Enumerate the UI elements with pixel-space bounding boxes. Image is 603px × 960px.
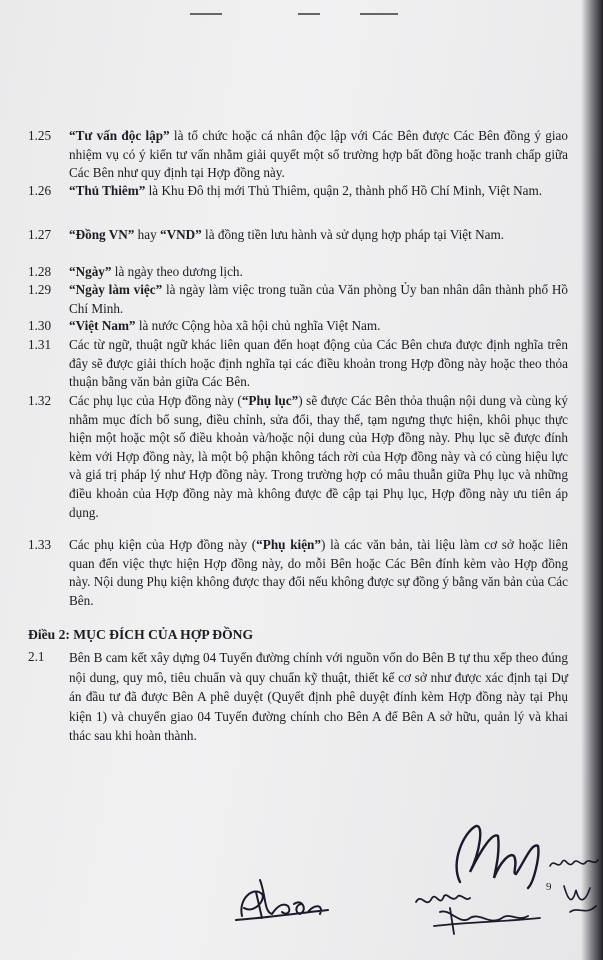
clause-text: là ngày theo dương lịch. — [111, 264, 243, 279]
clause-1-26 — [28, 182, 568, 201]
clause-text: Các từ ngữ, thuật ngữ khác liên quan đến hoạt động của Các Bên chưa được định nghĩa trên đây sẽ được giải thích hoặc định nghĩa tại các điều khoản trong Hợp đồng này hoặc theo thỏa thuận bằng văn bản giữa Các Bên. — [69, 337, 568, 390]
clause-1-33 — [28, 536, 568, 610]
clause-number: 1.25 — [28, 128, 52, 143]
clause-intro: Các phụ lục của Hợp đồng này ( — [69, 393, 242, 408]
clause-number: 1.33 — [28, 537, 52, 552]
signature-bottom — [410, 882, 550, 942]
clause-number: 1.28 — [28, 264, 52, 279]
defined-term: “Tư vấn độc lập” — [69, 128, 170, 143]
clause-number: 1.31 — [28, 337, 52, 352]
article-heading: Điều 2: MỤC ĐÍCH CỦA HỢP ĐỒNG — [28, 627, 254, 642]
defined-term: “Đồng VN” — [69, 227, 135, 242]
clause-connector: hay — [134, 227, 160, 242]
defined-term: “Thủ Thiêm” — [69, 183, 146, 198]
clause-text: Bên B cam kết xây dựng 04 Tuyến đường chính với nguồn vốn do Bên B tự thu xếp theo đúng nội dung, quy mô, tiêu chuẩn và quy chuẩn kỹ thuật, thiết kế cơ sở như được xác định tại Dự án đầu tư đã được Bên A phê duyệt (Quyết định phê duyệt đính kèm Hợp đồng này tại Phụ kiện 1) và chuyển giao 04 Tuyến đường chính cho Bên A để Bên A sở hữu, quản lý và khai thác sau khi hoàn thành. — [69, 650, 568, 744]
clause-number: 1.32 — [28, 393, 52, 408]
scan-marks — [0, 10, 603, 20]
defined-term: “Phụ lục” — [241, 393, 299, 408]
clause-1-25 — [28, 127, 568, 183]
defined-term: “Ngày làm việc” — [69, 282, 163, 297]
signature-center — [440, 812, 550, 892]
clause-number: 1.30 — [28, 318, 52, 333]
clause-number: 1.27 — [28, 227, 52, 242]
defined-term: “Ngày” — [69, 264, 112, 279]
clause-1-29 — [28, 281, 568, 318]
clause-number: 2.1 — [28, 649, 45, 664]
clause-2-1 — [28, 648, 568, 746]
clause-text: là đồng tiền lưu hành và sử dụng hợp pháp tại Việt Nam. — [201, 227, 504, 242]
defined-term: “Việt Nam” — [69, 318, 136, 333]
defined-term: “Phụ kiện” — [256, 537, 321, 552]
scan-edge-shadow — [581, 0, 603, 960]
clause-1-30 — [28, 317, 568, 336]
defined-term: “VND” — [159, 227, 202, 242]
clause-text: ) sẽ được Các Bên thỏa thuận nội dung và cùng ký nhằm mục đích bổ sung, điều chỉnh, sửa đổi, thay thế, tạm ngưng thực hiện, khôi phục thực hiện một hoặc một số điều khoản và/hoặc nội dung của Hợp đồng này. Phụ lục sẽ được đính kèm với Hợp đồng này, là một bộ phận không tách rời của Hợp đồng này và có cùng hiệu lực và giá trị pháp lý như Hợp đồng này. Trong trường hợp có mâu thuẫn giữa Phụ lục và những điều khoản của Hợp đồng này mà không được đề cập tại Phụ lục, Hợp đồng này ưu tiên áp dụng. — [69, 393, 568, 520]
clause-intro: Các phụ kiện của Hợp đồng này ( — [69, 537, 257, 552]
clause-text: là ngày làm việc trong tuần của Văn phòng Ủy ban nhân dân thành phố Hồ Chí Minh. — [69, 282, 569, 316]
clause-1-31 — [28, 336, 568, 392]
clause-text: là tổ chức hoặc cá nhân độc lập với Các Bên được Các Bên đồng ý giao nhiệm vụ có ý kiến tư vấn nhằm giải quyết một số trường hợp bất đồng hoặc tranh chấp giữa Các Bên như quy định tại Hợp đồng này. — [69, 128, 568, 181]
clause-1-32 — [28, 392, 568, 522]
clause-1-27 — [28, 226, 568, 245]
clause-text: ) là các văn bản, tài liệu làm cơ sở hoặc liên quan đến việc thực hiện Hợp đồng này, do mỗi Bên hoặc Các Bên đính kèm vào Hợp đồng này. Nội dung Phụ kiện không được thay đổi nếu không được sự đồng ý bằng văn bản của Các Bên. — [69, 537, 568, 608]
clause-number: 1.26 — [28, 183, 52, 198]
clause-1-28 — [28, 263, 568, 282]
clause-number: 1.29 — [28, 282, 52, 297]
page-number: 9 — [546, 881, 552, 893]
signature-initials-left — [232, 868, 332, 928]
clause-text: là Khu Đô thị mới Thủ Thiêm, quận 2, thành phố Hồ Chí Minh, Việt Nam. — [145, 183, 542, 198]
clause-text: là nước Cộng hòa xã hội chủ nghĩa Việt Nam. — [135, 318, 381, 333]
